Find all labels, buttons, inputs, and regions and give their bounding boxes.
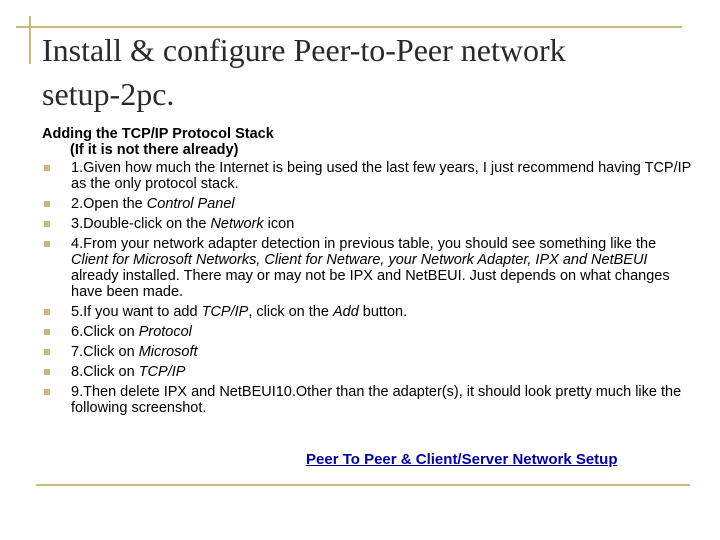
title-accent-vertical-line: [29, 16, 31, 64]
slide-body: [42, 126, 692, 416]
list-item: 2.Open the Control Panel: [42, 196, 692, 212]
list-item: 9.Then delete IPX and NetBEUI10.Other than the adapter(s), it should look pretty much like the following screenshot.: [42, 384, 692, 416]
square-bullet-icon: [44, 329, 50, 335]
square-bullet-icon: [44, 309, 50, 315]
section-heading-line-1: Adding the TCP/IP Protocol Stack: [42, 126, 274, 142]
list-item: 4.From your network adapter detection in previous table, you should see something like the Client for Microsoft Networks, Client for Netware, your Network Adapter, IPX and NetBEUI already installed. There may or may not be IPX and NetBEUI. Just depends on what changes have been made.: [42, 236, 692, 300]
footer-navigation-link[interactable]: Peer To Peer & Client/Server Network Setup: [306, 451, 618, 468]
section-heading-line-2: (If it is not there already): [70, 142, 239, 158]
square-bullet-icon: [44, 165, 50, 171]
slide-title: [42, 28, 702, 116]
square-bullet-icon: [44, 241, 50, 247]
slide-title-line-2: setup-2pc.: [42, 76, 175, 112]
list-item: 3.Double-click on the Network icon: [42, 216, 692, 232]
list-item: 8.Click on TCP/IP: [42, 364, 692, 380]
square-bullet-icon: [44, 369, 50, 375]
list-item: 1.Given how much the Internet is being used the last few years, I just recommend having TCP/IP as the only protocol stack.: [42, 160, 692, 192]
slide-title-line-1: Install & configure Peer-to-Peer network: [42, 32, 566, 68]
steps-list: [42, 160, 692, 416]
list-item: 6.Click on Protocol: [42, 324, 692, 340]
square-bullet-icon: [44, 389, 50, 395]
section-heading: [42, 126, 692, 158]
list-item: 7.Click on Microsoft: [42, 344, 692, 360]
footer-divider-line: [36, 484, 690, 486]
square-bullet-icon: [44, 201, 50, 207]
square-bullet-icon: [44, 221, 50, 227]
square-bullet-icon: [44, 349, 50, 355]
list-item: 5.If you want to add TCP/IP, click on the Add button.: [42, 304, 692, 320]
